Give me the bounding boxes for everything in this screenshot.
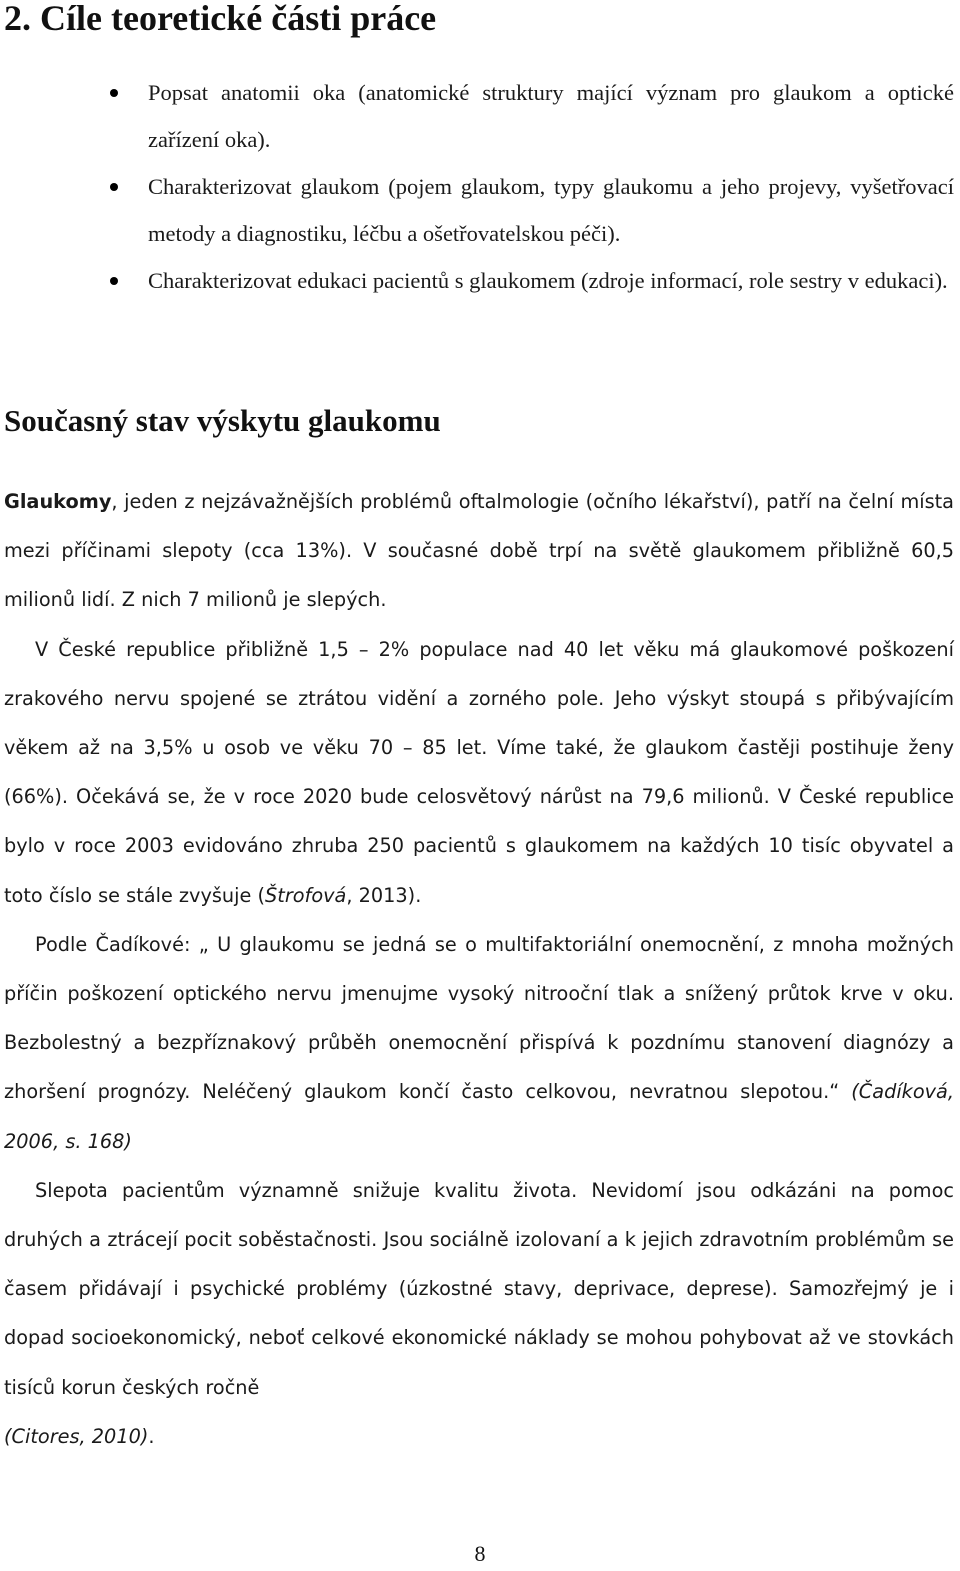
goal-text: Popsat anatomii oka (anatomické struktury mající význam pro glaukom a optické zařízení oka). [148,80,954,152]
goals-list [0,69,960,304]
goal-item [0,69,960,163]
citation-year: , 2013). [346,883,422,907]
chapter-heading: 2. Cíle teoretické části práce [4,0,437,38]
bullet-icon [110,89,118,97]
citation: (Citores, 2010) [4,1424,149,1448]
citation-author: Štrofová [265,883,347,907]
bullet-icon [110,277,118,285]
term-glaukomy: Glaukomy [4,490,112,513]
paragraph-quote [4,920,954,1166]
paragraph-end: . [148,1424,155,1448]
goal-text: Charakterizovat glaukom (pojem glaukom, typy glaukomu a jeho projevy, vyšetřovací metody a diagnostiku, léčbu a ošetřovatelskou péči). [148,174,954,246]
paragraph-text: , jeden z nejzávažnějších problémů oftalmologie (očního lékařství), patří na čelní místa mezi příčinami slepoty (cca 13%). V současné době trpí na světě glaukomem přibližně 60,5 milionů lidí. Z nich 7 milionů je slepých. [4,490,954,612]
paragraph-text: Slepota pacientům významně snižuje kvalitu života. Nevidomí jsou odkázáni na pomoc druhých a ztrácejí pocit soběstačnosti. Jsou sociálně izolovaní a k jejich zdravotním problémům se časem přidávají i psychické problémy (úzkostné stavy, deprivace, deprese). Samozřejmý je i dopad socioekonomický, neboť celkové ekonomické náklady se mohou pohybovat až ve stovkách tisíců korun českých ročně [4,1178,954,1399]
goal-text: Charakterizovat edukaci pacientů s glaukomem (zdroje informací, role sestry v edukaci). [148,268,948,293]
goal-item [0,257,960,304]
body-text [4,477,954,1461]
paragraph-text: V České republice přibližně 1,5 – 2% populace nad 40 let věku má glaukomové poškození zrakového nervu spojené se ztrátou vidění a zorného pole. Jeho výskyt stoupá s přibývajícím věkem až na 3,5% u osob ve věku 70 – 85 let. Víme také, že glaukom častěji postihuje ženy (66%). Očekává se, že v roce 2020 bude celosvětový nárůst na 79,6 milionů. V České republice bylo v roce 2003 evidováno zhruba 250 pacientů s glaukomem na každých 10 tisíc obyvatel a toto číslo se stále zvyšuje ( [4,637,954,907]
paragraph-glaukomy [4,477,954,625]
citation: (Čadíková, 2006, s. 168) [4,1080,954,1153]
quote-text: Podle Čadíkové: „ U glaukomu se jedná se o multifaktoriální onemocnění, z mnoha možných příčin poškození optického nervu jmenujme vysoký nitrooční tlak a snížený průtok krve v oku. Bezbolestný a bezpříznakový průběh onemocnění přispívá k pozdnímu stanovení diagnózy a zhoršení prognózy. Neléčený glaukom končí často celkovou, nevratnou slepotou.“ [4,932,954,1104]
page-number: 8 [474,1541,486,1566]
paragraph-czech-stats [4,625,954,920]
goal-item [0,163,960,257]
paragraph-blindness [4,1166,954,1461]
bullet-icon [110,183,118,191]
section-heading: Současný stav výskytu glaukomu [4,403,441,438]
